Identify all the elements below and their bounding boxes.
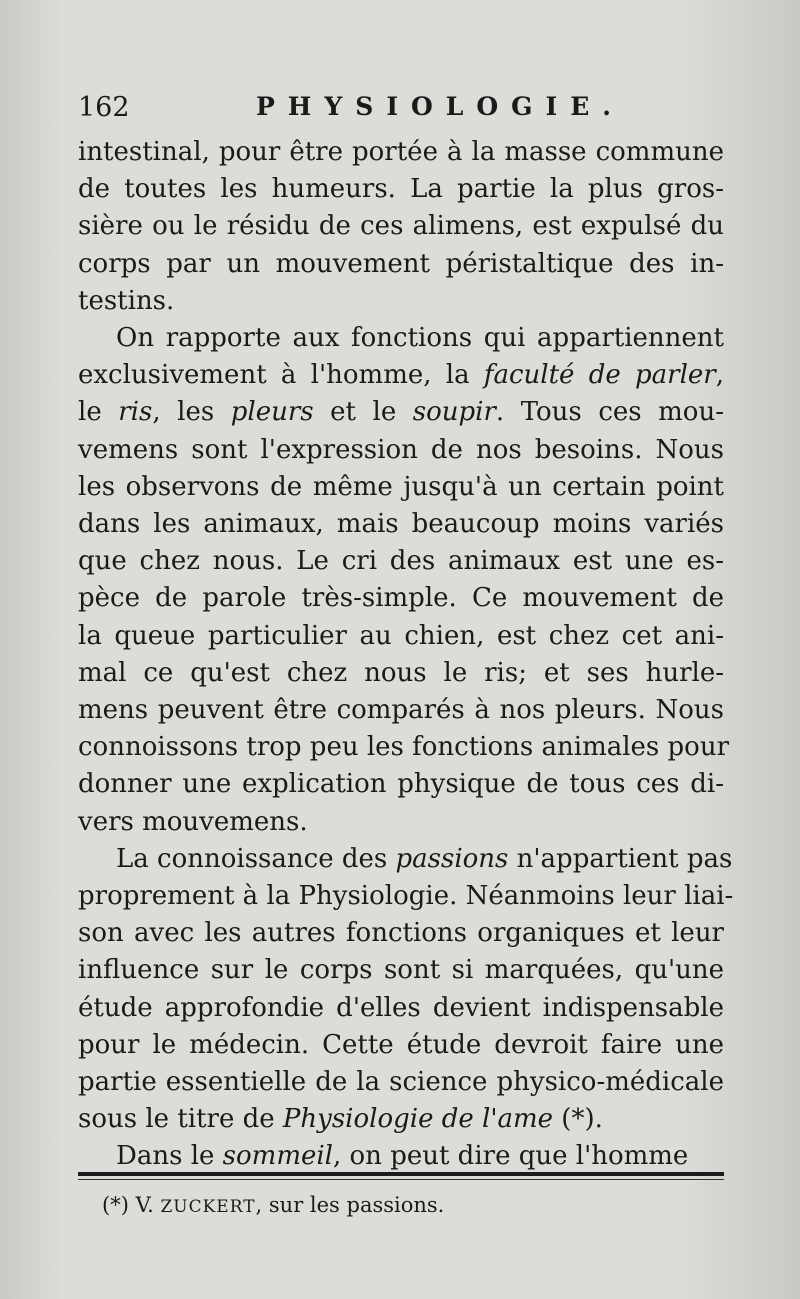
text-line: corps par un mouvement péristaltique des in- [78,248,724,279]
text-line: sière ou le résidu de ces alimens, est expulsé du [78,211,724,242]
paragraph [78,320,730,841]
text-line: exclusivement à l'homme, la faculté de parler, [78,360,724,391]
italic-term: pleurs [230,397,314,428]
text-line: Dans le sommeil, on peut dire que l'homme [116,1141,689,1172]
footnote [102,1193,444,1217]
text-line: partie essentielle de la science physico-médicale [78,1067,724,1098]
footnote-rule-thin [78,1179,724,1180]
text-line: étude approfondie d'elles devient indispensable [78,992,724,1023]
text-line: la queue particulier au chien, est chez cet ani- [78,620,724,651]
text-line: On rapporte aux fonctions qui appartiennent [116,323,724,354]
page-header [78,92,738,132]
page-number: 162 [78,92,130,123]
text-line: proprement à la Physiologie. Néanmoins leur liai- [78,881,734,912]
text-line: dans les animaux, mais beaucoup moins variés [78,509,724,540]
footnote-rule [78,1172,724,1176]
text-line: vemens sont l'expression de nos besoins. Nous [78,434,724,465]
text-line: sous le titre de Physiologie de l'ame (*). [78,1104,603,1135]
text-line: donner une explication physique de tous ces di- [78,769,724,800]
footnote-rest: , sur les passions. [255,1193,445,1217]
text-line: La connoissance des passions n'appartient pas [116,843,733,874]
running-title: PHYSIOLOGIE. [256,92,624,121]
text-line: intestinal, pour être portée à la masse commune [78,137,724,167]
paragraph [78,841,734,1139]
footnote-author-initial: V. [135,1193,154,1217]
text-line: son avec les autres fonctions organiques et leur [78,918,724,949]
text-line: testins. [78,285,175,316]
text-line: vers mouvemens. [78,806,308,837]
text-line: de toutes les humeurs. La partie la plus gros- [78,174,724,205]
text-line: mens peuvent être comparés à nos pleurs. Nous [78,695,724,726]
text-line: influence sur le corps sont si marquées, qu'une [78,955,724,986]
paragraph [78,1138,724,1175]
paragraph [78,134,724,320]
italic-term: passions [395,843,509,874]
italic-term: Physiologie de l'ame [282,1104,554,1135]
footnote-marker: (*) [102,1193,129,1217]
text-line: que chez nous. Le cri des animaux est une es- [78,546,724,577]
text-line: pour le médecin. Cette étude devroit faire une [78,1029,724,1060]
italic-term: faculté de parler [483,360,716,391]
text-line: pèce de parole très-simple. Ce mouvement de [78,583,724,614]
italic-term: sommeil [222,1141,333,1172]
italic-term: soupir [412,397,496,428]
text-line: les observons de même jusqu'à un certain point [78,471,724,502]
text-line: le ris, les pleurs et le soupir. Tous ces mou- [78,397,724,428]
italic-term: ris [118,397,153,428]
text-line: connoissons trop peu les fonctions animales pour [78,732,730,763]
footnote-author: ZUCKERT [160,1197,256,1217]
body-text [78,134,734,1176]
text-line: mal ce qu'est chez nous le ris; et ses hurle- [78,657,724,688]
